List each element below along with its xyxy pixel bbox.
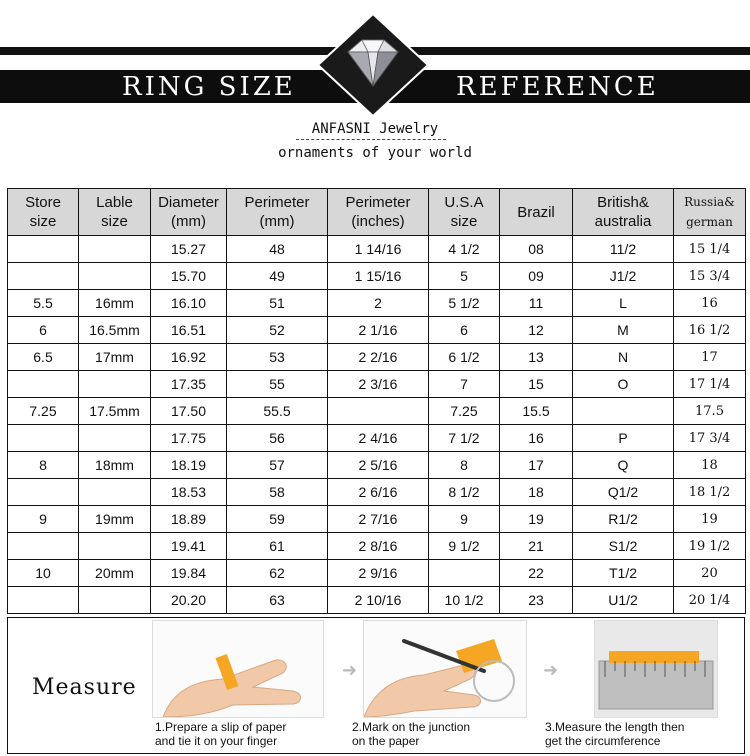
table-cell: 19mm (79, 506, 151, 533)
table-cell (573, 398, 674, 425)
table-cell: 2 7/16 (328, 506, 429, 533)
table-cell: 51 (227, 290, 328, 317)
table-cell: 57 (227, 452, 328, 479)
table-cell: 15 (500, 371, 573, 398)
table-cell: 8 (429, 452, 500, 479)
table-cell: 18 1/2 (674, 479, 746, 506)
table-cell: 2 2/16 (328, 344, 429, 371)
column-header (79, 189, 151, 236)
table-cell: 1 15/16 (328, 263, 429, 290)
table-cell: 15.70 (151, 263, 227, 290)
table-cell: T1/2 (573, 560, 674, 587)
table-cell: 17 (500, 452, 573, 479)
column-header-text: size (450, 213, 478, 230)
table-cell: 8 1/2 (429, 479, 500, 506)
table-cell: 18mm (79, 452, 151, 479)
step-1-line-1: 1.Prepare a slip of paper (155, 720, 287, 734)
column-header-text: Store (25, 194, 61, 211)
table-cell: L (573, 290, 674, 317)
table-cell: 49 (227, 263, 328, 290)
table-cell: Q (573, 452, 674, 479)
table-cell: 18.19 (151, 452, 227, 479)
table-row (8, 533, 746, 560)
table-header-row (8, 189, 746, 236)
step-2-line-2: on the paper (352, 734, 420, 748)
step-2-line-1: 2.Mark on the junction (352, 720, 471, 734)
table-row (8, 425, 746, 452)
table-body (8, 236, 746, 614)
table-cell: 16 (500, 425, 573, 452)
table-cell: 7.25 (429, 398, 500, 425)
table-row (8, 560, 746, 587)
table-cell: 20mm (79, 560, 151, 587)
table-cell (79, 587, 151, 614)
table-cell (429, 560, 500, 587)
table-cell (8, 533, 79, 560)
table-cell: 62 (227, 560, 328, 587)
brand-name: ANFASNI Jewelry (311, 121, 439, 137)
table-row (8, 452, 746, 479)
table-cell: M (573, 317, 674, 344)
column-header-text: (mm) (259, 213, 295, 230)
table-cell: 7 (429, 371, 500, 398)
table-cell: 5 1/2 (429, 290, 500, 317)
table-cell: 20 1/4 (674, 587, 746, 614)
table-row (8, 587, 746, 614)
table-cell: 2 9/16 (328, 560, 429, 587)
table-cell: 12 (500, 317, 573, 344)
title-reference: REFERENCE (456, 72, 659, 102)
table-cell (79, 479, 151, 506)
column-header (151, 189, 227, 236)
table-cell: 4 1/2 (429, 236, 500, 263)
table-cell: 52 (227, 317, 328, 344)
column-header (429, 189, 500, 236)
step-2-image (363, 620, 527, 718)
table-cell: 7.25 (8, 398, 79, 425)
table-cell: 2 5/16 (328, 452, 429, 479)
step-2-text (352, 720, 470, 748)
table-cell: 15 1/4 (674, 236, 746, 263)
table-cell (79, 236, 151, 263)
table-cell: 17.75 (151, 425, 227, 452)
table-cell: 17 (674, 344, 746, 371)
column-header-text: Lable (96, 194, 133, 211)
step-3-line-1: 3.Measure the length then (545, 720, 685, 734)
table-cell: 6 1/2 (429, 344, 500, 371)
table-cell: 13 (500, 344, 573, 371)
table-cell: 18.53 (151, 479, 227, 506)
table-cell: 10 (8, 560, 79, 587)
table-cell: 23 (500, 587, 573, 614)
table-cell: 2 3/16 (328, 371, 429, 398)
table-cell (79, 371, 151, 398)
step-3-image (594, 620, 718, 718)
column-header-text: Russia& (684, 195, 735, 209)
table-cell: 20 (674, 560, 746, 587)
table-cell: 16.51 (151, 317, 227, 344)
arrow-right-icon: ➜ (543, 660, 559, 680)
table-cell: 48 (227, 236, 328, 263)
table-cell: 18 (674, 452, 746, 479)
column-header-text: (inches) (351, 213, 405, 230)
column-header (227, 189, 328, 236)
table-cell: 15.5 (500, 398, 573, 425)
table-cell: 6.5 (8, 344, 79, 371)
column-header-text: Perimeter (244, 194, 310, 211)
column-header-text: Brazil (517, 203, 555, 221)
step-1-image (152, 620, 324, 718)
table-cell: 16.92 (151, 344, 227, 371)
table-row (8, 290, 746, 317)
table-cell: 19.84 (151, 560, 227, 587)
table-cell: 5.5 (8, 290, 79, 317)
table-cell: 22 (500, 560, 573, 587)
table-cell: 11/2 (573, 236, 674, 263)
column-header-text: german (686, 215, 733, 229)
table-cell: 58 (227, 479, 328, 506)
step-1-line-2: and tie it on your finger (155, 734, 278, 748)
column-header (500, 189, 573, 236)
measure-label: Measure (32, 675, 137, 700)
table-cell (8, 587, 79, 614)
column-header-text: Perimeter (345, 194, 411, 211)
table-cell: 9 (429, 506, 500, 533)
column-header (674, 189, 746, 236)
table-cell: 17.5mm (79, 398, 151, 425)
column-header (328, 189, 429, 236)
table-row (8, 236, 746, 263)
table-cell: 15 3/4 (674, 263, 746, 290)
table-cell: R1/2 (573, 506, 674, 533)
column-header (8, 189, 79, 236)
table-cell: 5 (429, 263, 500, 290)
table-cell: 9 (8, 506, 79, 533)
table-cell (8, 479, 79, 506)
table-row (8, 317, 746, 344)
table-cell: 2 1/16 (328, 317, 429, 344)
table-cell: 17mm (79, 344, 151, 371)
table-cell: 61 (227, 533, 328, 560)
table-cell (8, 236, 79, 263)
step-1-text (155, 720, 286, 748)
table-cell (79, 263, 151, 290)
table-cell: 2 4/16 (328, 425, 429, 452)
column-header-text: British& (597, 194, 649, 211)
brand-slogan: ornaments of your world (278, 145, 472, 161)
column-header-text: size (101, 213, 128, 230)
table-cell: 56 (227, 425, 328, 452)
table-cell: 53 (227, 344, 328, 371)
table-cell: 19 (674, 506, 746, 533)
table-cell (8, 263, 79, 290)
table-cell: 1 14/16 (328, 236, 429, 263)
table-row (8, 479, 746, 506)
table-cell: 20.20 (151, 587, 227, 614)
ring-size-table (7, 188, 746, 614)
table-row (8, 263, 746, 290)
table-cell: 9 1/2 (429, 533, 500, 560)
table-cell: 21 (500, 533, 573, 560)
table-row (8, 371, 746, 398)
table-cell: 17.35 (151, 371, 227, 398)
column-header-text: U.S.A (444, 194, 484, 211)
table-cell: 19.41 (151, 533, 227, 560)
diamond-logo-icon (318, 14, 428, 116)
table-cell (8, 371, 79, 398)
table-cell: 8 (8, 452, 79, 479)
table-cell: 16.10 (151, 290, 227, 317)
table-cell: 19 1/2 (674, 533, 746, 560)
table-cell: 16mm (79, 290, 151, 317)
table-row (8, 506, 746, 533)
step-3-text (545, 720, 684, 748)
table-cell: 6 (8, 317, 79, 344)
table-cell: 16 1/2 (674, 317, 746, 344)
arrow-right-icon: ➜ (342, 660, 358, 680)
table-cell: 16.5mm (79, 317, 151, 344)
table-cell: 2 (328, 290, 429, 317)
brand-divider (296, 139, 446, 140)
column-header-text: (mm) (171, 213, 206, 230)
table-cell: 7 1/2 (429, 425, 500, 452)
table-cell: 2 10/16 (328, 587, 429, 614)
table-cell: 2 8/16 (328, 533, 429, 560)
table-cell: P (573, 425, 674, 452)
table-cell (8, 425, 79, 452)
table-cell: 59 (227, 506, 328, 533)
table-cell: 63 (227, 587, 328, 614)
table-cell: 16 (674, 290, 746, 317)
step-3-line-2: get the circumference (545, 734, 661, 748)
table-cell: 6 (429, 317, 500, 344)
column-header-text: Diameter (158, 194, 219, 211)
table-cell: 17.5 (674, 398, 746, 425)
title-ring-size: RING SIZE (122, 72, 296, 102)
table-cell: J1/2 (573, 263, 674, 290)
table-cell: 10 1/2 (429, 587, 500, 614)
table-cell: U1/2 (573, 587, 674, 614)
column-header (573, 189, 674, 236)
table-cell: 15.27 (151, 236, 227, 263)
table-cell: 17 3/4 (674, 425, 746, 452)
table-row (8, 344, 746, 371)
table-cell (79, 533, 151, 560)
table-cell: 18.89 (151, 506, 227, 533)
table-cell (79, 425, 151, 452)
table-cell: N (573, 344, 674, 371)
table-cell: 11 (500, 290, 573, 317)
table-cell: 18 (500, 479, 573, 506)
table-cell: Q1/2 (573, 479, 674, 506)
table-cell: S1/2 (573, 533, 674, 560)
table-cell: 2 6/16 (328, 479, 429, 506)
table-row (8, 398, 746, 425)
table-cell: O (573, 371, 674, 398)
column-header-text: size (29, 213, 57, 230)
column-header-text: australia (594, 213, 652, 230)
table-cell: 17 1/4 (674, 371, 746, 398)
table-cell: 08 (500, 236, 573, 263)
table-cell: 55 (227, 371, 328, 398)
table-cell: 55.5 (227, 398, 328, 425)
table-cell: 19 (500, 506, 573, 533)
table-cell: 09 (500, 263, 573, 290)
table-cell: 17.50 (151, 398, 227, 425)
table-cell (328, 398, 429, 425)
